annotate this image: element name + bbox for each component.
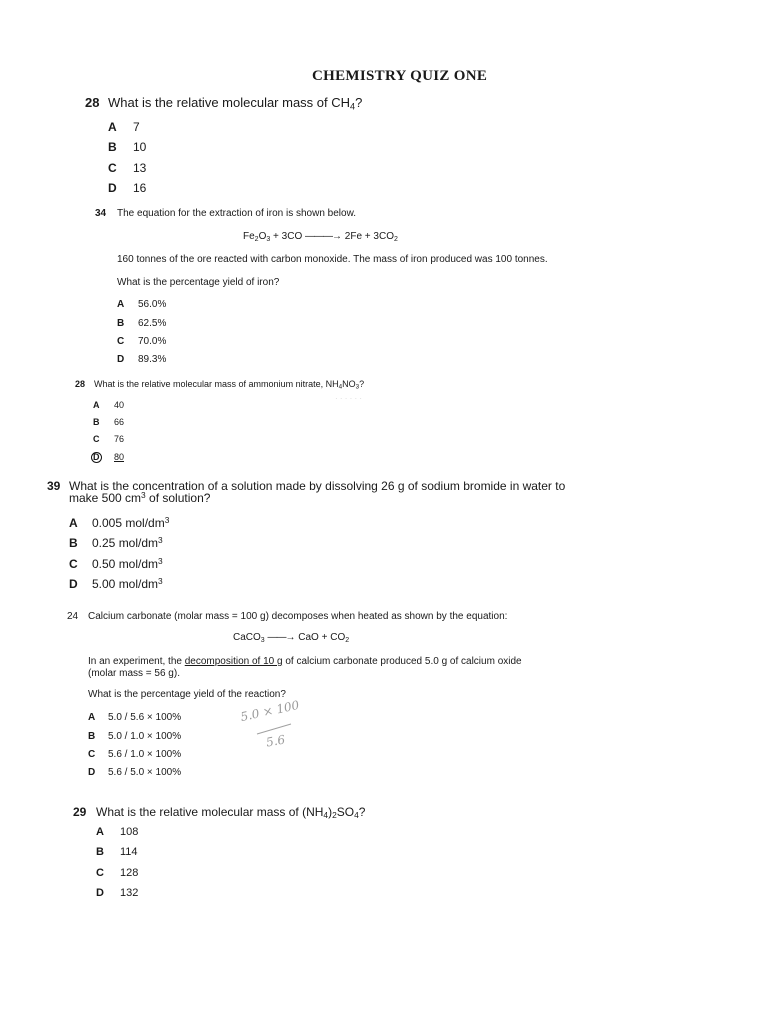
question-text: 160 tonnes of the ore reacted with carbon monoxide. The mass of iron produced was 100 tonnes. [117,254,548,265]
option-text: 40 [114,400,125,410]
option-letter: D [108,181,117,195]
option-b[interactable] [88,731,181,742]
option-text: 114 [120,846,138,858]
question-number: 24 [67,611,79,622]
option-text: 0.005 mol/$dm^3$ [92,515,170,530]
equation: CaCO$_3$ ——→ CaO + $CO_2$ [233,632,350,644]
option-text: 5.00 mol/$dm^3$ [92,576,163,591]
option-letter: B [69,536,78,550]
option-text: 76 [114,434,125,444]
option-text: 62.5% [138,318,167,329]
option-text: 56.0% [138,299,167,310]
option-text: 128 [120,867,139,879]
question-number: 34 [95,208,107,219]
handwritten-note-line1: 5.0 × 100 [239,697,301,725]
question-number: 39 [47,479,61,493]
option-text: 5.6 / 5.0 × 100% [108,767,182,778]
option-d[interactable] [117,354,166,365]
question-number: 28 [85,95,100,110]
question-text: What is the relative molecular mass of ammonium nitrate, $NH_4NO_3$? [94,379,365,391]
question-text-line2: make 500 $cm^3$ of solution? [69,490,211,505]
question-text: What is the relative molecular mass of $CH_4$? [108,95,363,112]
option-letter: D [69,577,78,591]
page-title: CHEMISTRY QUIZ ONE [312,68,488,84]
option-letter: A [96,826,104,838]
option-d[interactable] [88,767,181,778]
option-text: 0.25 mol/$dm^3$ [92,535,163,550]
option-c[interactable] [108,161,146,175]
question-text-line1: In an experiment, the decomposition of 10 g of calcium carbonate produced 5.0 g of calcium oxide [88,656,522,667]
option-letter: D [96,887,104,899]
question-text-line2: (molar mass = 56 g). [88,668,180,679]
question-number: 28 [75,379,86,389]
option-text: 80 [114,452,125,462]
option-a[interactable] [88,712,181,723]
option-letter: D [117,354,125,365]
option-d[interactable] [108,181,146,195]
handwritten-note-line2: 5.6 [264,732,287,750]
option-letter: A [93,400,100,410]
question-intro: Calcium carbonate (molar mass = 100 g) decomposes when heated as shown by the equation: [88,611,508,622]
equation: $Fe_2O_3 + 3CO$ ———→ $2Fe + 3CO_2$ [243,231,398,243]
question-text: What is the percentage yield of iron? [117,277,280,288]
option-text: 10 [133,140,147,154]
option-a[interactable] [69,516,169,530]
option-text: 66 [114,417,125,427]
option-d[interactable] [69,577,163,591]
option-text: 5.6 / 1.0 × 100% [108,749,182,760]
option-letter: A [88,712,96,723]
option-c[interactable] [88,749,181,760]
option-text: 5.0 / 1.0 × 100% [108,731,182,742]
option-letter: A [69,516,78,530]
option-letter: C [88,749,96,760]
faint-marks: · · · · · · [335,394,363,403]
option-letter: C [96,867,104,879]
option-b[interactable] [108,140,146,154]
question-intro: The equation for the extraction of iron is shown below. [117,208,357,219]
option-text: 13 [133,161,147,175]
option-letter [93,452,114,462]
question-text-line1: What is the concentration of a solution made by dissolving 26 g of sodium bromide in water to [69,479,566,493]
option-letter: B [88,731,96,742]
option-text: 0.50 mol/$dm^3$ [92,556,163,571]
option-c[interactable] [69,557,163,571]
option-letter-text: D [93,452,100,462]
option-text: 5.0 / 5.6 × 100% [108,712,182,723]
option-a[interactable] [117,299,166,310]
option-text: 89.3% [138,354,167,365]
option-b[interactable] [93,417,124,427]
option-c[interactable] [117,336,166,347]
option-text: 108 [120,826,139,838]
option-letter: C [69,557,78,571]
option-letter: B [108,140,117,154]
option-letter: D [88,767,96,778]
option-letter: B [117,318,125,329]
question-text: What is the percentage yield of the reaction? [88,689,286,700]
option-b[interactable] [96,846,138,858]
option-a[interactable] [93,400,124,410]
option-text: 132 [120,887,139,899]
handwritten-fraction-line-icon [255,722,295,736]
option-letter: A [117,299,125,310]
option-letter: B [93,417,100,427]
option-letter: C [108,161,117,175]
option-c[interactable] [96,867,138,879]
option-letter: C [93,434,100,444]
option-a[interactable] [96,826,138,838]
question-text: What is the relative molecular mass of $(NH_4)_2SO_4$? [96,805,366,821]
circled-mark-icon [91,452,102,463]
option-letter: C [117,336,125,347]
option-c[interactable] [93,434,124,444]
option-text: 70.0% [138,336,167,347]
option-letter: A [108,120,117,134]
option-b[interactable] [117,318,166,329]
option-a[interactable] [108,120,140,134]
question-number: 29 [73,805,87,819]
option-letter: B [96,846,104,858]
option-d-selected[interactable] [93,452,124,462]
option-text: 7 [133,120,140,134]
option-text: 16 [133,181,147,195]
option-b[interactable] [69,536,163,550]
option-d[interactable] [96,887,138,899]
